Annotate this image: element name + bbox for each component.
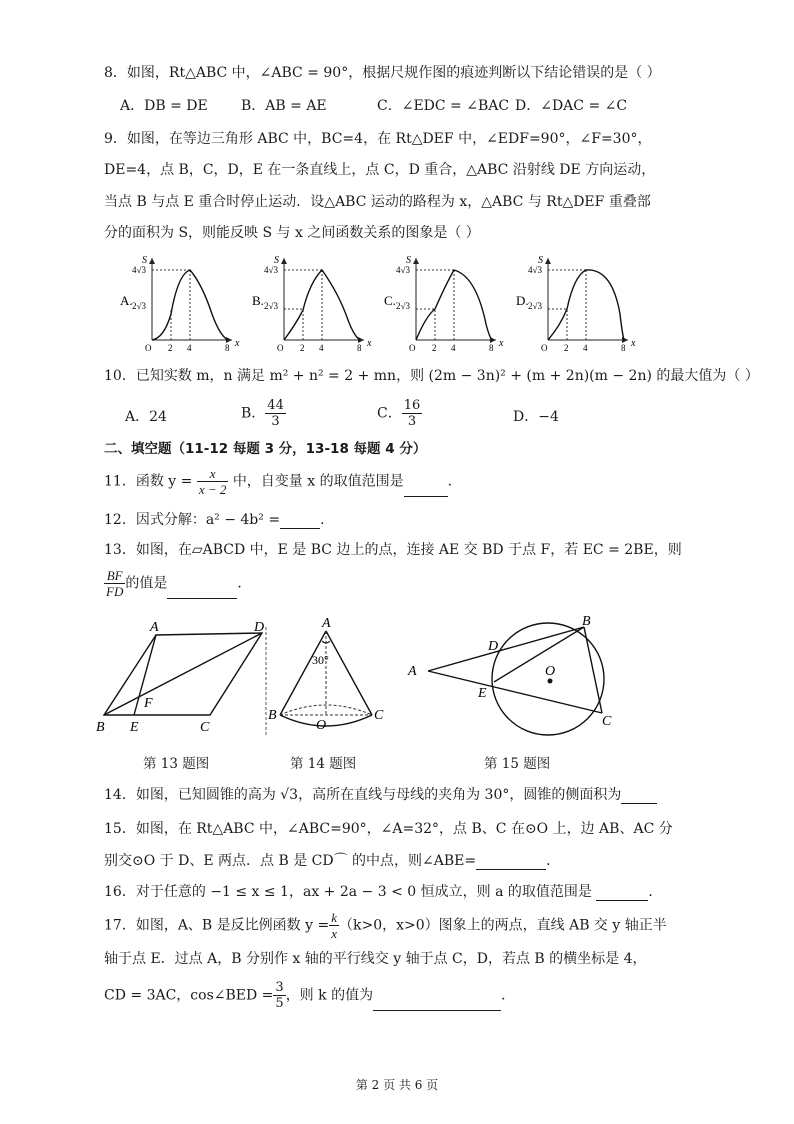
q10-option-c [377,398,422,429]
q13-denominator: FD [106,584,124,599]
q9-graph-a [120,255,240,353]
q8-option-d: D．∠DAC = ∠C [515,98,628,114]
q11-numerator: x [197,466,229,482]
graph-d-xtick-1: 2 [564,343,569,353]
q13-suffix: 的值是 [125,575,168,592]
graph-a-xtick-0: O [145,343,152,353]
q10-option-b-fraction [265,398,286,429]
graph-c-xtick-2: 4 [451,343,456,353]
q10-option-a: A．24 [125,409,167,425]
q9-line-1: 9．如图，在等边三角形 ABC 中，BC=4，在 Rt△DEF 中，∠EDF=90°，∠F=30°， [104,131,652,147]
q8-option-a: A．DB = DE [120,98,208,114]
page-footer: 第 2 页 共 6 页 [355,1078,439,1092]
q10-option-c-fraction [402,398,423,429]
graph-a-y-axis: S [142,255,147,266]
graph-a-x-axis: x [235,338,240,349]
q9-line-4: 分的面积为 S，则能反映 S 与 x 之间函数关系的图象是（ ） [104,225,480,241]
graph-b-xtick-1: 2 [300,343,305,353]
graph-a-xtick-1: 2 [168,343,173,353]
q10-option-b [241,398,286,429]
q17-line-3-prefix: CD = 3AC，cos∠BED = [104,987,274,1004]
q17-line-3: CD = 3AC，cos∠BED = $\frac{3}{5}$ ，则 k 的值为 ． [104,980,516,1011]
q11-denominator: x − 2 [198,482,227,497]
section-heading: 二、填空题（11-12 每题 3 分，13-18 每题 4 分） [104,441,427,457]
q11-fraction [197,466,229,497]
graph-b-x-axis: x [367,338,372,349]
graph-d-x-axis: x [631,338,636,349]
caption-fig-15: 第 15 题图 [484,756,551,772]
q15-answer-blank[interactable] [476,855,546,870]
graph-d-ytick-2: 2√3 [528,301,542,311]
q11: 11．函数 y = $\frac{x}{x - 2}$ 中，自变量 x 的取值范围是 ． [104,466,462,497]
fig13-label-f: F [144,696,153,711]
q16-answer-blank[interactable] [596,886,648,901]
graph-b-ytick-2: 2√3 [264,301,278,311]
q10-c-numerator: 16 [403,398,421,413]
fig14-label-c: C [374,708,384,723]
fig13-label-e: E [130,720,139,735]
graph-b-xtick-2: 4 [319,343,324,353]
fig15-label-o: O [545,664,556,679]
q15-line-2-text: 别交⊙O 于 D、E 两点．点 B 是 CD⌒ 的中点，则∠ABE= [104,853,477,869]
graph-b-label: B. [252,293,264,308]
q11-suffix: 中，自变量 x 的取值范围是 [232,473,404,490]
q17-line-3-suffix: ，则 k 的值为 [285,987,374,1004]
q15-line-1: 15．如图，在 Rt△ABC 中，∠ABC=90°，∠A=32°，点 B、C 在⊙O 上，边 AB、AC 分 [104,821,673,837]
graph-d-label: D. [516,293,529,308]
fig15-label-d: D [488,639,499,654]
fig14-label-o: O [316,718,327,733]
q10-b-numerator: 44 [267,398,284,413]
q16-text: 16．对于任意的 −1 ≤ x ≤ 1，ax + 2a − 3 < 0 恒成立，则 a 的取值范围是 [104,884,592,900]
q9-graph-c [384,255,504,353]
fig13-label-c: C [200,720,210,735]
q17-answer-blank[interactable] [373,996,501,1011]
figure-15 [407,614,612,735]
q11-answer-blank[interactable] [404,482,448,497]
q8-stem: 8．如图，Rt△ABC 中，∠ABC = 90°，根据尺规作图的痕迹判断以下结论错误的是（ ） [104,65,661,81]
graph-c-x-axis: x [499,338,504,349]
fig13-label-a: A [150,620,159,635]
graph-c-label: C. [384,293,396,308]
graph-b-y-axis: S [274,255,279,266]
q9-graph-b [252,255,372,353]
q9-line-2: DE=4，点 B，C，D，E 在一条直线上，点 C，D 重合，△ABC 沿射线 DE 方向运动， [104,162,656,178]
q13-line-2: $\frac{BF}{FD}$ 的值是 ． [106,568,252,599]
q10-stem: 10．已知实数 m，n 满足 m² + n² = 2 + mn，则 (2m − 3n)² + (m + 2n)(m − 2n) 的最大值为（ ） [104,368,759,384]
graph-d-xtick-3: 8 [621,343,626,353]
graph-d-xtick-0: O [541,343,548,353]
q14-answer-blank[interactable] [621,789,657,804]
q15-line-2: 别交⊙O 于 D、E 两点．点 B 是 CD⌒ 的中点，则∠ABE= ． [104,853,561,869]
q13-answer-blank[interactable] [167,584,237,599]
graph-b-ytick-1: 4√3 [264,265,278,275]
graph-d-y-axis: S [538,255,543,266]
q8-option-b: B．AB = AE [241,98,327,114]
fig15-label-a: A [408,664,417,679]
q10-b-denominator: 3 [271,414,280,429]
fig14-label-a: A [322,616,331,631]
graph-a-label: A. [120,293,133,308]
graph-c-ytick-2: 2√3 [396,301,410,311]
q17-cos-fraction [273,980,285,1011]
q17-k-numerator: k [331,910,337,925]
q17-line-2: 轴于点 E．过点 A，B 分别作 x 轴的平行线交 y 轴于点 C，D，若点 B 的横坐标是 4， [104,951,647,967]
fig14-label-b: B [268,708,277,723]
q17-line-1-suffix: （k>0，x>0）图象上的两点，直线 AB 交 y 轴正半 [338,917,667,934]
q12-answer-blank[interactable] [280,514,320,529]
q17-cos-numerator: 3 [275,980,284,995]
graph-d-ytick-1: 4√3 [528,265,542,275]
q8-option-c: C．∠EDC = ∠BAC [377,98,510,114]
caption-fig-14: 第 14 题图 [290,756,357,772]
q12: 12．因式分解：a² − 4b² = ． [104,512,335,528]
q12-text: 12．因式分解：a² − 4b² = [104,512,281,528]
fig14-label-angle: 30° [312,653,329,667]
fig13-label-d: D [254,620,265,635]
q17-k-denominator: x [331,926,337,941]
graph-c-xtick-0: O [409,343,416,353]
q10-option-b-prefix: B． [241,405,266,422]
figures-row [90,615,650,743]
q17-cos-denominator: 5 [275,996,284,1011]
q10-c-denominator: 3 [407,414,417,429]
graph-c-xtick-3: 8 [489,343,494,353]
q10-option-d: D．−4 [513,409,559,425]
graph-a-xtick-2: 4 [187,343,192,353]
fig15-label-b: B [582,614,591,629]
figure-13 [96,620,266,735]
q17-line-1 [104,910,667,941]
q13-line-1: 13．如图，在▱ABCD 中，E 是 BC 边上的点，连接 AE 交 BD 于点 F，若 EC = 2BE，则 [104,542,682,558]
q17-k-fraction [329,910,339,941]
graph-a-ytick-2: 2√3 [132,301,146,311]
fig15-label-c: C [602,714,612,729]
graph-a-ytick-1: 4√3 [132,265,146,275]
q14-text: 14．如图，已知圆锥的高为 √3，高所在直线与母线的夹角为 30°，圆锥的侧面积为 [104,787,622,803]
q9-line-3: 当点 B 与点 E 重合时停止运动．设△ABC 运动的路程为 x，△ABC 与 Rt△DEF 重叠部 [104,194,651,210]
q13-fraction [104,568,125,599]
graph-c-xtick-1: 2 [432,343,437,353]
graph-c-y-axis: S [406,255,411,266]
graph-d-xtick-2: 4 [583,343,588,353]
q9-graphs [112,254,636,354]
q17-line-1-prefix: 17．如图，A、B 是反比例函数 y = [104,917,330,934]
graph-a-xtick-3: 8 [225,343,230,353]
caption-fig-13: 第 13 题图 [143,756,210,772]
figure-14 [268,616,384,733]
fig15-label-e: E [478,686,487,701]
q13-numerator: BF [104,568,125,584]
q16: 16．对于任意的 −1 ≤ x ≤ 1，ax + 2a − 3 < 0 恒成立，则 a 的取值范围是 ． [104,884,663,900]
q14 [104,786,657,804]
graph-c-ytick-1: 4√3 [396,265,410,275]
q11-prefix: 11．函数 y = [104,473,193,490]
graph-b-xtick-3: 8 [357,343,362,353]
q9-graph-d [516,255,636,353]
fig13-label-b: B [96,720,105,735]
q10-option-c-prefix: C． [377,405,402,422]
graph-b-xtick-0: O [277,343,284,353]
